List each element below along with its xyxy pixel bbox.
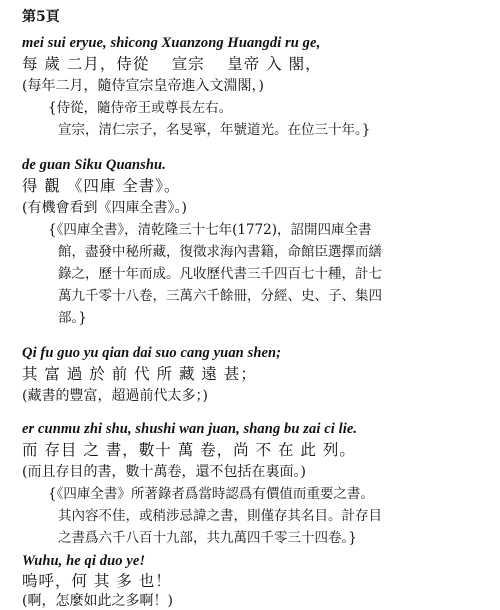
chinese-line: 其 富 過 於 前 代 所 藏 遠 甚； [22, 365, 257, 383]
chinese-line: 嗚呼，何 其 多 也！ [22, 572, 172, 590]
pinyin-line: de guan Siku Quanshu. [22, 157, 166, 173]
note-line: 部。} [58, 310, 87, 326]
note-line: 萬九千零十八卷，三萬六千餘冊，分經、史、子、集四 [58, 288, 382, 304]
note-line: 館，盡發中秘所藏，復徵求海內書籍，命館臣選擇而繕 [58, 244, 382, 260]
note-line: {《四庫全書》，清乾隆三十七年(1772)，詔開四庫全書 [48, 222, 372, 238]
note-line: {《四庫全書》所著錄者爲當時認爲有價值而重要之書。 [48, 486, 374, 502]
page-number: 第5頁 [22, 9, 60, 25]
note-line: 宣宗，清仁宗子，名旻寧，年號道光。在位三十年。} [58, 122, 371, 138]
translation-line: (每年二月，隨侍宣宗皇帝進入文淵閣，) [22, 78, 264, 94]
note-line: 錄之，歷十年而成。凡收歷代書三千四百七十種，計七 [58, 266, 382, 282]
pinyin-line: Qi fu guo yu qian dai suo cang yuan shen; [22, 345, 282, 361]
note-line: 之書爲六千八百十九部，共九萬四千零三十四卷。} [58, 530, 357, 546]
chinese-line: 得 觀 《四庫 全書》。 [22, 177, 181, 195]
translation-line: (藏書的豐富，超過前代太多；) [22, 388, 208, 404]
note-line: 其內容不佳，或稍涉忌諱之書，則僅存其名目。計存目 [58, 508, 382, 524]
chinese-line: 每 歲 二月，侍從 宣宗 皇帝 入 閣， [22, 55, 322, 73]
pinyin-line: mei sui eryue, shicong Xuanzong Huangdi ru ge, [22, 35, 321, 51]
translation-line: (啊，怎麼如此之多啊！) [22, 593, 173, 609]
pinyin-line: er cunmu zhi shu, shushi wan juan, shang bu zai ci lie. [22, 421, 358, 437]
note-line: {侍從，隨侍帝王或尊長左右。 [48, 100, 233, 116]
translation-line: (有機會看到《四庫全書》。) [22, 200, 187, 216]
chinese-line: 而 存目 之 書，數十 萬 卷，尚 不 在 此 列。 [22, 441, 356, 459]
pinyin-line: Wuhu, he qi duo ye! [22, 553, 146, 569]
translation-line: (而且存目的書，數十萬卷，還不包括在裏面。) [22, 464, 306, 480]
